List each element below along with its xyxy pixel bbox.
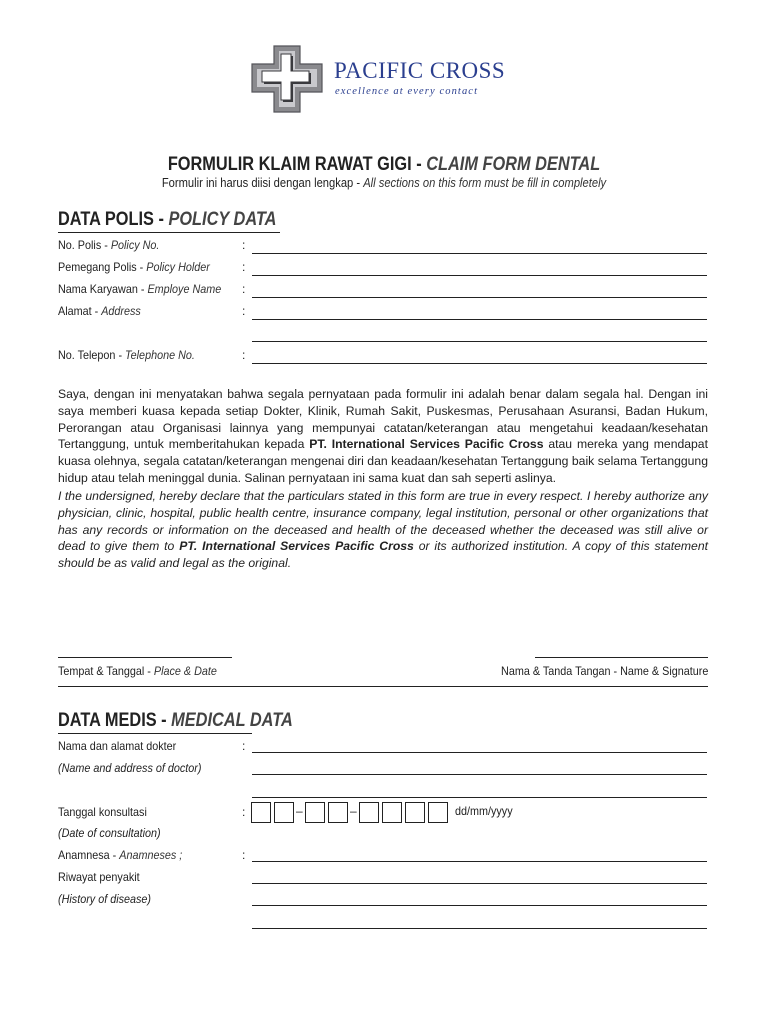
date-day-box-2[interactable] [274, 802, 294, 823]
date-month-box-1[interactable] [305, 802, 325, 823]
section-divider [58, 686, 708, 687]
anamnesa-field[interactable] [252, 861, 707, 862]
telephone-label: No. Telepon - Telephone No. [58, 348, 195, 362]
colon: : [242, 348, 246, 362]
consultation-date-label-english: (Date of consultation) [58, 826, 161, 840]
date-year-box-4[interactable] [428, 802, 448, 823]
colon: : [242, 260, 246, 274]
policy-heading-rule [58, 232, 280, 233]
date-day-box-1[interactable] [251, 802, 271, 823]
policy-no-field[interactable] [252, 253, 707, 254]
date-year-box-1[interactable] [359, 802, 379, 823]
doctor-field-line-3[interactable] [252, 797, 707, 798]
anamnesa-label: Anamnesa - Anamneses ; [58, 848, 183, 862]
policy-no-label: No. Polis - Policy No. [58, 238, 160, 252]
name-signature-label: Nama & Tanda Tangan - Name & Signature [500, 664, 708, 678]
consultation-date-label: Tanggal konsultasi [58, 805, 147, 819]
history-field-line-2[interactable] [252, 905, 707, 906]
place-date-line[interactable] [58, 657, 232, 658]
colon: : [242, 848, 246, 862]
history-label-english: (History of disease) [58, 892, 152, 906]
policy-section-heading: DATA POLIS - POLICY DATA [58, 209, 277, 230]
date-separator: – [350, 804, 357, 818]
place-date-label: Tempat & Tanggal - Place & Date [58, 664, 217, 678]
form-subtitle: Formulir ini harus diisi dengan lengkap - All sections on this form must be fill in completely [161, 175, 607, 190]
employee-name-label: Nama Karyawan - Employe Name [58, 282, 222, 296]
address-field[interactable] [252, 319, 707, 320]
date-year-box-2[interactable] [382, 802, 402, 823]
address-field-line-2[interactable] [252, 341, 707, 342]
doctor-label-english: (Name and address of doctor) [58, 761, 202, 775]
medical-section-heading: DATA MEDIS - MEDICAL DATA [58, 710, 293, 731]
colon: : [242, 282, 246, 296]
employee-name-field[interactable] [252, 297, 707, 298]
brand-name: PACIFIC CROSS [334, 58, 506, 83]
doctor-field[interactable] [252, 752, 707, 753]
date-month-box-2[interactable] [328, 802, 348, 823]
signature-line[interactable] [535, 657, 708, 658]
date-format-hint: dd/mm/yyyy [455, 804, 513, 818]
history-field-line-3[interactable] [252, 928, 707, 929]
history-field[interactable] [252, 883, 707, 884]
medical-heading-rule [58, 733, 252, 734]
doctor-field-line-2[interactable] [252, 774, 707, 775]
colon: : [242, 739, 246, 753]
address-label: Alamat - Address [58, 304, 141, 318]
doctor-label: Nama dan alamat dokter [58, 739, 177, 753]
cross-logo-icon [250, 44, 324, 114]
declaration-english: I the undersigned, hereby declare that the particulars stated in this form are true in every respect. I hereby authorize any physician, clinic, hospital, public health centre, insurance company, legal institution, personal or other organizations that has any records or information on the deceased and health of the deceased whether the deceased was still alive or dead to give them to PT. International Services Pacific Cross or its authorized institution. A copy of this statement should be as valid and legal as the original. [58, 489, 709, 571]
colon: : [242, 238, 246, 252]
policy-holder-field[interactable] [252, 275, 707, 276]
telephone-field[interactable] [252, 363, 707, 364]
colon: : [242, 304, 246, 318]
history-label: Riwayat penyakit [58, 870, 140, 884]
date-separator: – [296, 804, 303, 818]
policy-holder-label: Pemegang Polis - Policy Holder [58, 260, 210, 274]
declaration-indonesian: Saya, dengan ini menyatakan bahwa segala pernyataan pada formulir ini adalah benar dalam segala hal. Dengan ini saya memberi kuasa kepada setiap Dokter, Klinik, Rumah Sakit, Puskesmas, Perusahaan Asuransi, Badan Hukum, Perorangan atau Organisasi lainnya yang mempunyai catatan/keterangan atau mengetahui keadaan/kesehatan Tertanggung, untuk memberitahukan kepada PT. International Services Pacific Cross atau mereka yang mendapat kuasa olehnya, segala catatan/keterangan mengenai diri dan keadaan/kesehatan Tertanggung baik selama Tertanggung hidup atau telah meninggal dunia. Salinan pernyataan ini sama kuat dan sah seperti aslinya. [58, 387, 708, 485]
date-year-box-3[interactable] [405, 802, 425, 823]
colon: : [242, 805, 246, 819]
brand-tagline: excellence at every contact [335, 86, 479, 97]
form-title: FORMULIR KLAIM RAWAT GIGI - CLAIM FORM DENTAL [167, 154, 601, 175]
